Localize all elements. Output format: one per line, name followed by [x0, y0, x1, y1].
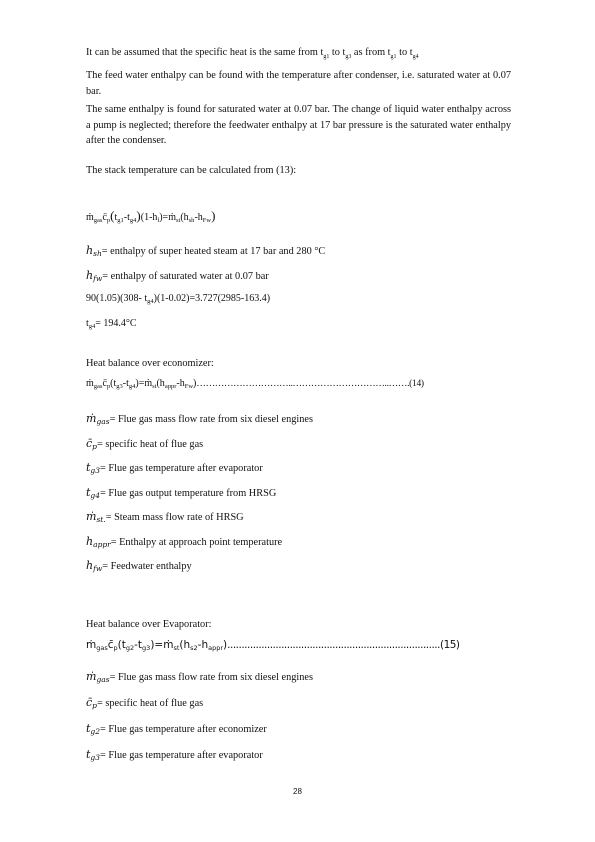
definition-item	[86, 412, 313, 426]
symbol: c̄	[107, 639, 114, 651]
symbol: t	[114, 212, 118, 223]
symbol: c̄	[102, 212, 107, 223]
symbol: ṁ	[86, 378, 94, 389]
heading-economizer: Heat balance over economizer:	[86, 358, 214, 369]
subscript: gas	[93, 217, 103, 224]
symbol: )=ṁ	[135, 378, 153, 389]
symbol: ṁ	[86, 639, 97, 651]
definition-hfw	[86, 269, 269, 283]
subscript: p	[113, 644, 118, 652]
subscript: g1	[117, 217, 124, 224]
subscript: g3	[116, 383, 123, 390]
definition-text: = Flue gas mass flow rate from six diesel engines	[109, 672, 313, 683]
definition-item	[86, 535, 282, 549]
subscript: gas	[93, 383, 103, 390]
symbol: -t	[134, 639, 143, 651]
subscript: gas	[96, 644, 108, 652]
subscript: g4	[412, 54, 419, 61]
definition-item	[86, 486, 276, 500]
subscript: g2	[125, 644, 135, 652]
definition-text: = enthalpy of saturated water at 0.07 bar	[102, 271, 269, 282]
subscript: appr	[164, 383, 177, 390]
definition-text: = Flue gas temperature after evaporator	[100, 750, 263, 761]
definition-text: = specific heat of flue gas	[96, 438, 204, 450]
symbol: c̄	[86, 436, 93, 450]
intro-line-1	[86, 46, 419, 64]
paragraph-stack-temp: The stack temperature can be calculated from (13):	[86, 165, 297, 176]
subscript: appr	[208, 644, 224, 652]
definition-text: = specific heat of flue gas	[96, 698, 204, 709]
subscript: g3	[90, 753, 100, 762]
equation-13: $ṁ_{gas}c̄_p(t_{g1}-t_{g4})(1-h_l)=ṁ_{st}(h_{sh}-h_{Fw})$	[86, 208, 216, 224]
subscript: gas	[96, 417, 110, 426]
paragraph-enthalpy: The same enthalpy is found for saturated water at 0.07 bar. The change of liquid water enthalpy across a pump is neglected; therefore the feedwater enthalpy at 17 bar pressure is the saturated water enthalpy after the condenser.	[86, 104, 511, 146]
definition-item	[86, 437, 203, 451]
equation-number: …………………………..…………………………..…….(14)	[196, 379, 424, 389]
definition-hsh	[86, 244, 325, 258]
symbol: ṁ	[86, 670, 97, 683]
subscript: g1	[390, 54, 397, 61]
definition-text: = Flue gas output temperature from HRSG	[100, 487, 277, 499]
symbol: )	[223, 639, 228, 651]
definition-text: = enthalpy of super heated steam at 17 bar and 280 °C	[101, 246, 326, 257]
symbol: -t	[122, 378, 129, 389]
page-number: 28	[293, 787, 302, 796]
symbol: ṁ	[86, 510, 97, 523]
definition-item	[86, 696, 203, 710]
subscript: l	[157, 217, 160, 224]
subscript: p	[106, 217, 111, 224]
equation-14	[86, 378, 424, 390]
symbol: )	[193, 378, 197, 389]
symbol: h	[86, 534, 94, 548]
intro-text: to t	[329, 47, 346, 58]
symbol: h	[86, 244, 94, 257]
calc-text: )(1-0.02)=3.727(2985-163.4)	[153, 293, 271, 304]
symbol: (t	[117, 639, 126, 651]
subscript: g3	[345, 54, 352, 61]
subscript: sh	[93, 249, 102, 258]
definition-item	[86, 748, 263, 762]
calc-text: (308- t	[120, 293, 148, 304]
subscript: st	[152, 383, 157, 390]
symbol: h	[86, 559, 94, 572]
symbol: (t	[110, 378, 117, 389]
subscript: Fw	[202, 217, 212, 224]
symbol: (h	[179, 639, 191, 651]
subscript: st.	[96, 515, 106, 524]
subscript: fw	[93, 274, 103, 283]
symbol: ṁ	[86, 412, 97, 425]
symbol: (h	[156, 378, 165, 389]
definition-item	[86, 461, 263, 475]
subscript: g4	[88, 323, 96, 330]
symbol: t	[86, 485, 91, 499]
symbol: t	[86, 748, 91, 761]
symbol: c̄	[102, 378, 107, 389]
subscript: st	[173, 644, 180, 652]
definition-text: = Steam mass flow rate of HRSG	[105, 512, 244, 523]
subscript: appr	[93, 539, 111, 549]
symbol: t	[86, 722, 91, 735]
symbol: c̄	[86, 696, 93, 709]
symbol: )	[211, 208, 216, 223]
subscript: g3	[90, 466, 100, 475]
definition-text: = Enthalpy at approach point temperature	[110, 536, 283, 548]
subscript: g4	[90, 490, 100, 500]
heading-evaporator: Heat balance over Evaporator:	[86, 619, 212, 630]
definition-text: = Flue gas mass flow rate from six diesel engines	[109, 414, 313, 425]
definition-text: = Flue gas temperature after evaporator	[100, 463, 263, 474]
definition-item	[86, 670, 313, 684]
definition-item	[86, 722, 267, 736]
subscript: g4	[128, 383, 136, 390]
subscript: g2	[90, 727, 100, 736]
subscript: Fw	[184, 383, 194, 390]
subscript: sh	[188, 217, 195, 224]
symbol: -t	[123, 212, 130, 223]
subscript: s2	[190, 644, 198, 652]
intro-text: as from t	[351, 47, 391, 58]
calc-text: = 194.4°C	[95, 318, 137, 329]
equation-15	[86, 639, 460, 652]
intro-text: It can be assumed that the specific heat is the same from t	[86, 47, 324, 58]
symbol: -h	[194, 212, 203, 223]
calculation-result	[86, 318, 137, 330]
subscript: p	[106, 383, 111, 390]
symbol: t	[86, 318, 89, 329]
definition-text: = Feedwater enthalpy	[102, 561, 192, 572]
calculation-line	[86, 293, 270, 305]
symbol: )=ṁ	[150, 639, 174, 651]
intro-text: to t	[396, 47, 413, 58]
definition-item	[86, 510, 244, 524]
symbol: (1-h	[140, 212, 158, 223]
subscript: p	[92, 701, 97, 710]
subscript: fw	[93, 564, 103, 573]
symbol: h	[86, 269, 94, 282]
symbol: t	[86, 461, 91, 474]
subscript: g4	[129, 217, 137, 224]
subscript: p	[92, 441, 97, 451]
subscript: g1	[323, 54, 330, 61]
symbol: ṁ	[86, 212, 94, 223]
definition-text: = Flue gas temperature after economizer	[100, 724, 267, 735]
equation-number: ...........................................................................(15)	[227, 639, 460, 651]
symbol: -h	[176, 378, 185, 389]
subscript: g3	[142, 644, 151, 652]
subscript: g4	[147, 298, 154, 305]
definition-item	[86, 559, 192, 573]
subscript: gas	[96, 675, 110, 684]
symbol: )=ṁ	[159, 212, 176, 223]
paragraph-feedwater: The feed water enthalpy can be found with the temperature after condenser, i.e. saturated water at 0.07 bar.	[86, 70, 511, 97]
subscript: st	[175, 217, 181, 224]
symbol: (h	[180, 212, 189, 223]
calc-text: 90(1.05)	[86, 293, 121, 304]
symbol: -h	[197, 639, 209, 651]
